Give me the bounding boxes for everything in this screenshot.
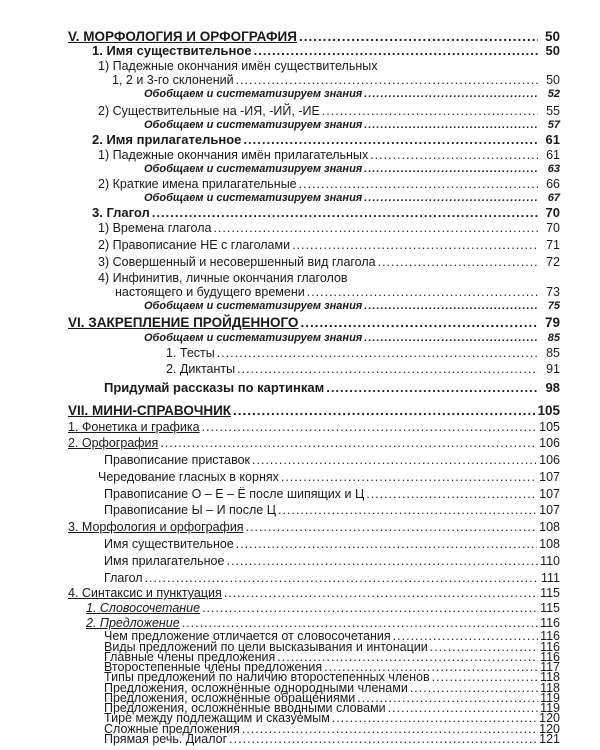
toc-entry-title: Предложения, осложнённые вводными словами <box>104 701 386 716</box>
toc-entry-page: 108 <box>539 537 560 551</box>
toc-entry-title: 2) Правописание НЕ с глаголами <box>98 238 291 252</box>
toc-entry <box>166 362 560 376</box>
toc-entry-page: 105 <box>539 420 560 434</box>
dot-leader <box>237 362 538 376</box>
toc-entry-title: Чем предложение отличается от словосочетания <box>104 629 391 644</box>
toc-entry-title: 1. Тесты <box>166 346 215 360</box>
dot-leader <box>378 255 538 269</box>
toc-entry-page: 111 <box>540 571 560 585</box>
toc-entry-syntax <box>68 586 560 600</box>
toc-entry-page: 72 <box>546 255 560 269</box>
toc-entry-title: Типы предложений по наличию второстепенных членов <box>104 670 430 685</box>
toc-entry-title-line: 4) Инфинитив, личные окончания глаголов <box>98 271 348 285</box>
toc-entry <box>98 177 560 191</box>
toc-entry-title: 1) Времена глагола <box>98 221 212 235</box>
toc-entry <box>104 453 560 467</box>
toc-entry-title: 3) Совершенный и несовершенный вид глагола <box>98 255 376 269</box>
toc-entry <box>104 732 560 746</box>
dot-leader <box>278 503 537 517</box>
dot-leader <box>364 191 538 205</box>
toc-entry-title: Обобщаем и систематизируем знания <box>144 163 363 175</box>
toc-entry-title: 2. Имя прилагательное <box>92 132 242 147</box>
toc-entry <box>104 554 560 568</box>
toc-entry-title: Главные члены предложения <box>104 649 276 664</box>
dot-leader <box>364 331 538 345</box>
toc-entry-page: 70 <box>546 221 560 235</box>
toc-entry-page: 67 <box>547 192 560 204</box>
toc-entry-title: Обобщаем и систематизируем знания <box>144 119 363 131</box>
toc-entry-page: 120 <box>539 721 560 736</box>
toc-entry-page: 115 <box>540 586 560 600</box>
toc-entry-title: Имя прилагательное <box>104 554 225 568</box>
dot-leader <box>202 601 538 615</box>
dot-leader <box>226 554 538 568</box>
toc-entry-page: 116 <box>540 629 560 644</box>
toc-entry <box>104 487 560 501</box>
dot-leader <box>145 571 538 585</box>
toc-entry-page: 61 <box>546 148 560 162</box>
toc-entry-review <box>144 191 560 205</box>
dot-leader <box>364 299 538 313</box>
toc-entry-page: 106 <box>539 453 560 467</box>
toc-entry-page: 75 <box>547 300 560 312</box>
toc-entry-title: настоящего и будущего времени <box>115 285 305 299</box>
toc-entry-page: 61 <box>545 132 560 147</box>
dot-leader <box>152 206 538 220</box>
dot-leader <box>229 732 537 746</box>
toc-entry-title: 3. Морфология и орфография <box>68 520 244 534</box>
toc-entry-title: 2. Орфография <box>68 436 159 450</box>
toc-entry-page: 50 <box>546 73 560 87</box>
toc-entry-page: 98 <box>545 380 560 395</box>
toc-entry <box>104 503 560 517</box>
dot-leader <box>202 420 538 434</box>
toc-entry-title: 4. Синтаксис и пунктуация <box>68 586 222 600</box>
toc-entry <box>104 571 560 585</box>
toc-entry-page: 50 <box>544 29 560 44</box>
dot-leader <box>281 470 537 484</box>
toc-entry <box>98 255 560 269</box>
toc-entry-title: 2) Существительные на -ИЯ, -ИЙ, -ИЕ <box>98 104 320 118</box>
toc-entry-page: 116 <box>540 639 560 654</box>
toc-entry <box>115 285 560 299</box>
dot-leader <box>246 520 538 534</box>
toc-entry-page: 107 <box>539 503 560 517</box>
dot-leader <box>236 537 537 551</box>
toc-entry-page: 115 <box>540 601 560 615</box>
toc-entry-orthography <box>68 436 560 450</box>
dot-leader <box>236 73 538 87</box>
toc-entry-verb <box>92 206 560 220</box>
toc-entry-review <box>144 162 560 176</box>
dot-leader <box>243 133 538 147</box>
dot-leader <box>364 162 538 176</box>
dot-leader <box>364 118 538 132</box>
dot-leader <box>326 381 538 395</box>
toc-entry-page: 50 <box>545 43 560 58</box>
toc-entry-page: 108 <box>539 520 560 534</box>
toc-entry-title: Правописание О – Е – Ё после шипящих и Ц <box>104 487 365 501</box>
toc-entry-title: Имя существительное <box>104 537 234 551</box>
toc-entry-page: 119 <box>540 690 560 705</box>
dot-leader <box>299 30 538 44</box>
toc-entry-page: 52 <box>547 88 560 100</box>
toc-entry-page: 107 <box>539 470 560 484</box>
toc-entry-title: 2. Диктанты <box>166 362 236 376</box>
toc-entry <box>98 221 560 235</box>
dot-leader <box>217 346 538 360</box>
toc-entry-page: 116 <box>540 649 560 664</box>
toc-entry-title: Обобщаем и систематизируем знания <box>144 88 363 100</box>
toc-entry-title: Чередование гласных в корнях <box>98 470 279 484</box>
toc-entry-title: Прямая речь. Диалог <box>104 731 228 746</box>
toc-entry-page: 85 <box>547 332 560 344</box>
toc-entry-title: 3. Глагол <box>92 205 150 220</box>
toc-entry <box>112 73 560 87</box>
toc-entry-title: 1, 2 и 3-го склонений <box>112 73 234 87</box>
toc-entry-page: 117 <box>540 660 560 675</box>
toc-entry-page: 79 <box>544 315 560 330</box>
toc-entry-title: Сложные предложения <box>104 721 240 736</box>
toc-entry-page: 63 <box>547 163 560 175</box>
toc-entry <box>98 470 560 484</box>
toc-entry-adjective <box>92 133 560 147</box>
dot-leader <box>307 285 538 299</box>
dot-leader <box>299 177 538 191</box>
dot-leader <box>364 87 538 101</box>
toc-entry-title: VI. ЗАКРЕПЛЕНИЕ ПРОЙДЕННОГО <box>68 315 299 330</box>
toc-entry-title: Второстепенные члены предложения <box>104 660 323 675</box>
toc-entry-noun <box>92 44 560 58</box>
toc-entry-title: Предложения, осложнённые однородными членами <box>104 680 408 695</box>
toc-entry-page: 73 <box>546 285 560 299</box>
toc-entry-review <box>144 299 560 313</box>
toc-entry-title: 2. Предложение <box>86 616 180 630</box>
toc-entry-title: 1. Фонетика и графика <box>68 420 200 434</box>
toc-entry-page: 119 <box>540 701 560 716</box>
toc-entry-title: Тире между подлежащим и сказуемым <box>104 711 330 726</box>
toc-entry-page: 116 <box>540 616 560 630</box>
toc-entry-title: Предложения, осложнённые обращениями <box>104 690 356 705</box>
dot-leader <box>224 586 538 600</box>
toc-entry-phonetics <box>68 420 560 434</box>
toc-entry-section-6 <box>68 316 560 330</box>
toc-entry-pictures <box>104 381 560 395</box>
dot-leader <box>322 104 538 118</box>
toc-entry-title: 1. Имя существительное <box>92 43 252 58</box>
toc-entry-page: 121 <box>539 731 560 746</box>
toc-entry-sentence <box>86 616 560 630</box>
toc-entry-page: 91 <box>546 362 560 376</box>
toc-entry-page: 118 <box>540 680 560 695</box>
toc-entry-title: Правописание Ы – И после Ц <box>104 503 276 517</box>
toc-entry-section-5 <box>68 30 560 44</box>
dot-leader <box>254 44 538 58</box>
toc-entry <box>104 537 560 551</box>
toc-entry-title: Глагол <box>104 571 143 585</box>
toc-entry <box>98 148 560 162</box>
toc-entry-phrase <box>86 601 560 615</box>
toc-entry-page: 55 <box>546 104 560 118</box>
toc-entry-title: Обобщаем и систематизируем знания <box>144 300 363 312</box>
dot-leader <box>182 616 538 630</box>
toc-entry-page: 85 <box>546 346 560 360</box>
toc-entry-page: 120 <box>539 711 560 726</box>
toc-entry <box>166 346 560 360</box>
toc-entry-page: 70 <box>545 205 560 220</box>
dot-leader <box>160 436 537 450</box>
dot-leader <box>252 453 537 467</box>
toc-entry-section-7 <box>68 404 560 418</box>
toc-entry-title: V. МОРФОЛОГИЯ И ОРФОГРАФИЯ <box>68 29 297 44</box>
toc-entry-title: 2) Краткие имена прилагательные <box>98 177 297 191</box>
toc-entry-page: 71 <box>546 238 560 252</box>
toc-entry-title: Обобщаем и систематизируем знания <box>144 192 363 204</box>
toc-entry-page: 106 <box>539 436 560 450</box>
toc-entry-review <box>144 87 560 101</box>
dot-leader <box>370 148 538 162</box>
toc-entry-title: Придумай рассказы по картинкам <box>104 380 325 395</box>
toc-entry-title: Виды предложений по цели высказывания и интонации <box>104 639 428 654</box>
toc-entry-page: 57 <box>547 119 560 131</box>
toc-entry <box>98 104 560 118</box>
toc-entry-title-line: 1) Падежные окончания имён существительных <box>98 59 378 73</box>
toc-entry <box>98 238 560 252</box>
toc-entry-page: 66 <box>546 177 560 191</box>
dot-leader <box>300 316 538 330</box>
dot-leader <box>366 487 537 501</box>
toc-entry-page: 107 <box>539 487 560 501</box>
toc-entry-review <box>144 331 560 345</box>
dot-leader <box>213 221 538 235</box>
toc-entry-title: 1. Словосочетание <box>86 601 201 615</box>
dot-leader <box>233 404 535 418</box>
toc-entry-title: Обобщаем и систематизируем знания <box>144 332 363 344</box>
toc-entry-page: 118 <box>540 670 560 685</box>
toc-entry-review <box>144 118 560 132</box>
toc-entry-page: 110 <box>540 554 560 568</box>
toc-entry-title: Правописание приставок <box>104 453 251 467</box>
toc-entry-title: VII. МИНИ-СПРАВОЧНИК <box>68 403 232 418</box>
toc-entry-page: 105 <box>537 403 560 418</box>
toc-entry-title: 1) Падежные окончания имён прилагательных <box>98 148 369 162</box>
dot-leader <box>292 238 538 252</box>
toc-entry-morphology <box>68 520 560 534</box>
